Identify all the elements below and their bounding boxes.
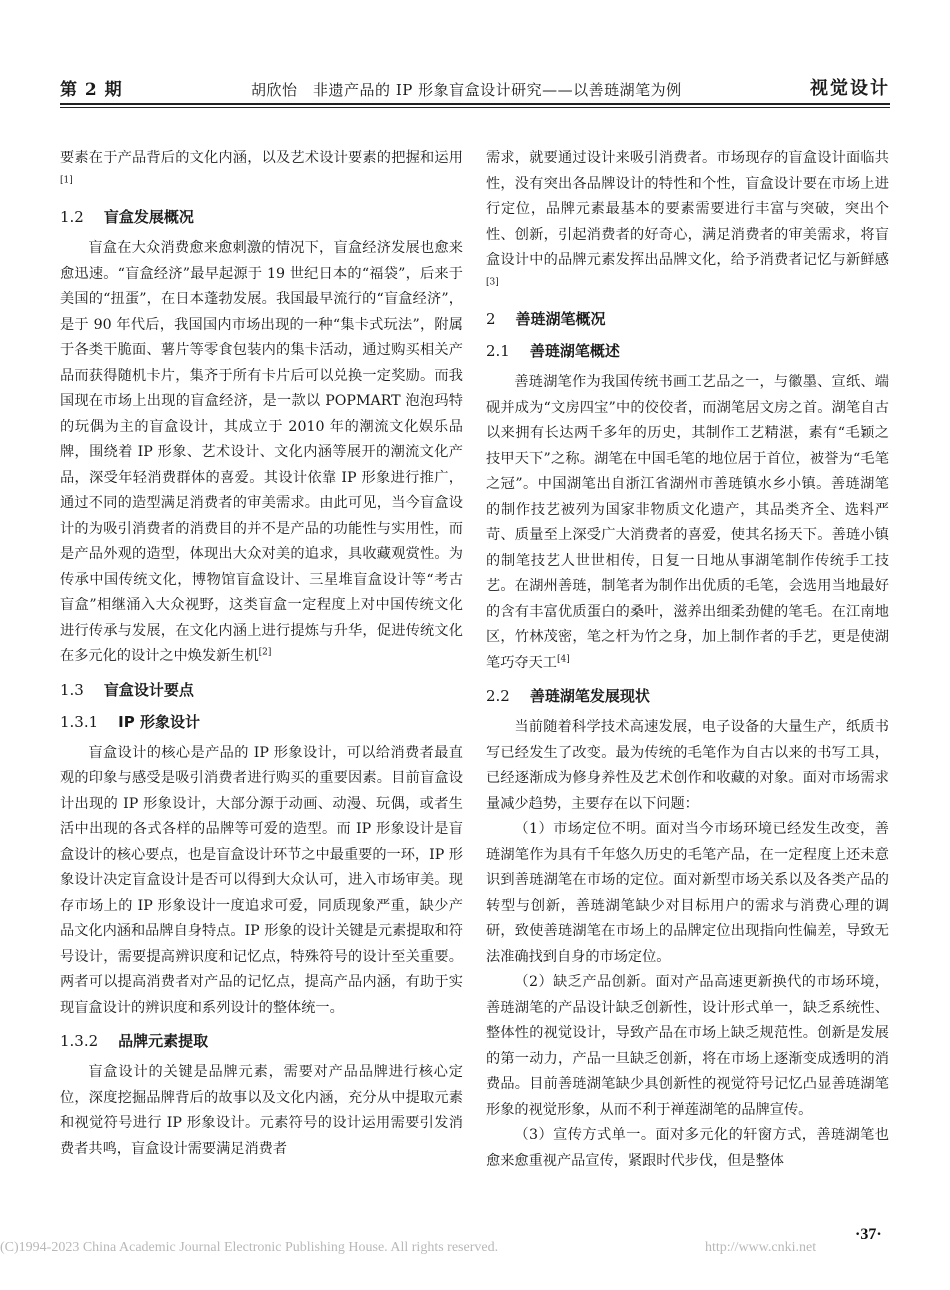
- section-heading-1-3-1: 1.3.1 IP 形象设计: [60, 712, 200, 731]
- section-heading-2-2: 2.2 善琏湖笔发展现状: [486, 687, 650, 705]
- right-column: [486, 146, 889, 1174]
- citation: [4]: [556, 653, 570, 664]
- issue-number: 第 2 期: [60, 80, 123, 100]
- running-header: [60, 68, 890, 100]
- paragraph: 盲盒设计的关键是品牌元素，需要对产品品牌进行核心定位，深度挖掘品牌背后的故事以及文化内涵，充分从中提取元素和视觉符号进行 IP 形象设计。元素符号的设计运用需要引发消费者共鸣，盲盒设计需要满足消费者: [60, 1064, 463, 1157]
- paragraph: 盲盒在大众消费愈来愈刺激的情况下，盲盒经济发展也愈来愈迅速。“盲盒经济”最早起源于 19 世纪日本的“福袋”，后来于美国的“扭蛋”，在日本蓬勃发展。我国最早流行的“盲盒经济”，是于 90 年代后，我国国内市场出现的一种“集卡式玩法”，附属于各类干脆面、薯片等零食包装内的集卡活动，通过购买相关产品而获得随机卡片，集齐于所有卡片后可以兑换一定奖励。而我国现在市场上出现的盲盒经济，是一款以 POPMART 泡泡玛特的玩偶为主的盲盒设计，其成立于 2010 年的潮流文化娱乐品牌，围绕着 IP 形象、艺术设计、文化内涵等展开的潮流文化产品，深受年轻消费群体的喜爱。其设计依靠 IP 形象进行推广，通过不同的造型满足消费者的审美需求。由此可见，当今盲盒设计的为吸引消费者的消费目的并不是产品的功能性与实用性，而是产品外观的造型，体现出大众对美的追求，具收藏观赏性。为传承中国传统文化，博物馆盲盒设计、三星堆盲盒设计等“考古盲盒”相继涌入大众视野，这类盲盒一定程度上对中国传统文化进行传承与发展，在文化内涵上进行提炼与升华，促进传统文化在多元化的设计之中焕发新生机[2]: [60, 240, 463, 664]
- paragraph: （2）缺乏产品创新。面对产品高速更新换代的市场环境，善琏湖笔的产品设计缺乏创新性，设计形式单一，缺乏系统性、整体性的视觉设计，导致产品在市场上缺乏规范性。创新是发展的第一动力，产品一旦缺乏创新，将在市场上逐渐变成透明的消费品。目前善琏湖笔缺少具创新性的视觉符号记忆凸显善琏湖笔形象的视觉形象，从而不利于禅莲湖笔的品牌宣传。: [486, 974, 889, 1118]
- paragraph: 善琏湖笔作为我国传统书画工艺品之一，与徽墨、宣纸、端砚并成为“文房四宝”中的佼佼者，而湖笔居文房之首。湖笔自古以来拥有长达两千多年的历史，其制作工艺精湛，素有“毛颖之技甲天下”之称。湖笔在中国毛笔的地位居于首位，被誉为“毛笔之冠”。中国湖笔出自浙江省湖州市善琏镇水乡小镇。善琏湖笔的制作技艺被列为国家非物质文化遗产，其品类齐全、选料严苛、质量至上深受广大消费者的喜爱，使其名扬天下。善琏小镇的制笔技艺人世世相传，日复一日地从事湖笔制作传统手工技艺。在湖州善琏，制笔者为制作出优质的毛笔，会选用当地最好的含有丰富优质蛋白的桑叶，滋养出细柔劲健的笔毛。在江南地区，竹林茂密，笔之杆为竹之身，加上制作者的手艺，更是使湖笔巧夺天工[4]: [486, 374, 889, 671]
- paragraph: （3）宣传方式单一。面对多元化的轩窗方式，善琏湖笔也愈来愈重视产品宣传，紧跟时代步伐，但是整体: [486, 1127, 889, 1169]
- citation: [3]: [486, 276, 499, 287]
- left-column: [60, 146, 463, 1162]
- cnki-link[interactable]: http://www.cnki.net: [705, 1240, 817, 1255]
- section-heading-2-1: 2.1 善琏湖笔概述: [486, 342, 620, 360]
- section-heading-1-3-2: 1.3.2 品牌元素提取: [60, 1032, 209, 1050]
- journal-name: 视觉设计: [809, 78, 890, 99]
- copyright-notice: (C)1994-2023 China Academic Journal Electronic Publishing House. All rights reserved.: [0, 1240, 499, 1255]
- paragraph: 盲盒设计的核心是产品的 IP 形象设计，可以给消费者最直观的印象与感受是吸引消费者进行购买的重要因素。目前盲盒设计出现的 IP 形象设计，大部分源于动画、动漫、玩偶，或者生活中出现的各式各样的品牌等可爱的造型。而 IP 形象设计是盲盒设计的核心要点，也是盲盒设计环节之中最重要的一环，IP 形象设计决定盲盒设计是否可以得到大众认可，进入市场审美。现存市场上的 IP 形象设计一度追求可爱，同质现象严重，缺少产品文化内涵和品牌自身特点。IP 形象的设计关键是元素提取和符号设计，需要提高辨识度和记忆点，特殊符号的设计至关重要。两者可以提高消费者对产品的记忆点，提高产品内涵，有助于实现盲盒设计的辨识度和系列设计的整体统一。: [60, 744, 463, 1016]
- citation: [2]: [258, 647, 272, 658]
- author-and-title: 胡欣怡 非遗产品的 IP 形象盲盒设计研究——以善琏湖笔为例: [251, 81, 682, 99]
- section-heading-1-2: 1.2 盲盒发展概况: [60, 208, 194, 226]
- section-heading-1-3: 1.3 盲盒设计要点: [60, 680, 194, 699]
- paragraph: 要素在于产品背后的文化内涵，以及艺术设计要素的把握和运用[1]: [60, 150, 463, 185]
- footer-watermark: [0, 1240, 950, 1262]
- paragraph: 需求，就要通过设计来吸引消费者。市场现存的盲盒设计面临共性，没有突出各品牌设计的特性和个性，盲盒设计要在市场上进行定位，品牌元素最基本的要素需要进行丰富与突破，突出个性、创新，引起消费者的好奇心，满足消费者的审美需求，将盲盒设计中的品牌元素发挥出品牌文化，给予消费者记忆与新鲜感[3]: [486, 150, 889, 287]
- page-number: ·37·: [855, 1226, 882, 1243]
- header-rule-thin: [60, 107, 890, 108]
- header-rule-thick: [60, 103, 890, 105]
- citation: [1]: [60, 174, 73, 185]
- paragraph: 当前随着科学技术高速发展，电子设备的大量生产，纸质书写已经发生了改变。最为传统的毛笔作为自古以来的书写工具，已经逐渐成为修身养性及艺术创作和收藏的对象。面对市场需求量减少趋势，主要存在以下问题：: [486, 719, 889, 812]
- section-heading-2: 2 善琏湖笔概况: [486, 310, 606, 328]
- paragraph: （1）市场定位不明。面对当今市场环境已经发生改变，善琏湖笔作为具有千年悠久历史的毛笔产品，在一定程度上还未意识到善琏湖笔在市场的定位。面对新型市场关系以及各类产品的转型与创新，善琏湖笔缺少对目标用户的需求与消费心理的调研，致使善琏湖笔在市场上的品牌定位出现指向性偏差，导致无法准确找到自身的市场定位。: [486, 821, 889, 965]
